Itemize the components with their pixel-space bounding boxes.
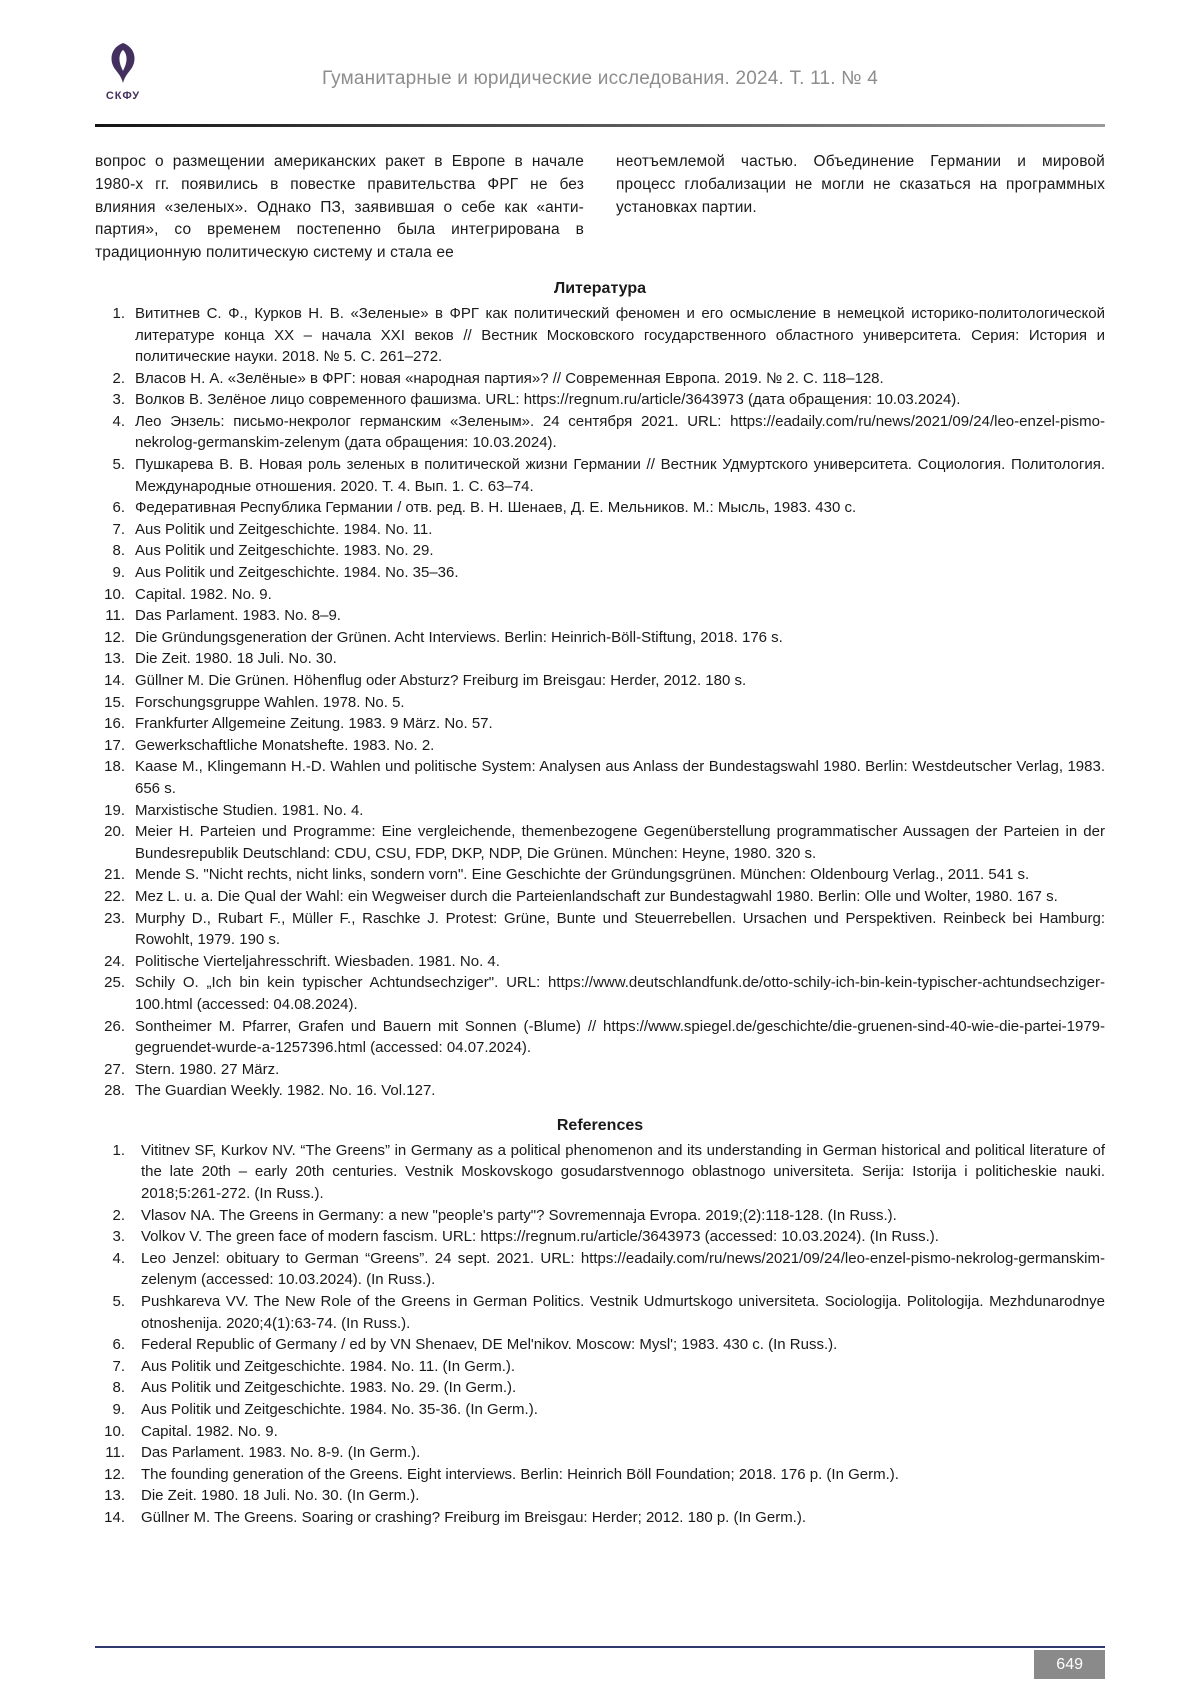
reference-number: 21. — [104, 866, 125, 884]
reference-text: Forschungsgruppe Wahlen. 1978. No. 5. — [135, 693, 405, 711]
reference-text: Вититнев С. Ф., Курков Н. В. «Зеленые» в ФРГ как политический феномен и его осмысление в немецкой историко-политологической литературе конца XX – начала XXI веков // Вестник Московского государственного областного университета. Серия: История и политические науки. 2018. № 5. С. 261–272. — [135, 304, 1105, 366]
university-logo — [97, 42, 149, 102]
reference-number: 11. — [105, 1444, 125, 1462]
reference-text: Die Zeit. 1980. 18 Juli. No. 30. (In Germ.). — [141, 1487, 420, 1505]
reference-item — [95, 692, 1105, 714]
article-body — [95, 151, 1105, 265]
reference-text: Лео Энзель: письмо-некролог германским «Зеленым». 24 сентября 2021. URL: https://eadaily.com/ru/news/2021/09/24/leo-enzel-pismo-nekrolog-germanskim-zelenym (дата обращения: 10.03.2024). — [135, 412, 1105, 452]
reference-text: Marxistische Studien. 1981. No. 4. — [135, 801, 364, 819]
reference-number: 28. — [104, 1082, 125, 1100]
reference-item — [95, 1226, 1105, 1248]
reference-item — [95, 1421, 1105, 1443]
reference-text: Leo Jenzel: obituary to German “Greens”. 24 sept. 2021. URL: https://eadaily.com/ru/news/2021/09/24/leo-enzel-pismo-nekrolog-germanskim-zelenym (accessed: 10.03.2024). (In Russ.). — [141, 1249, 1105, 1289]
reference-text: Capital. 1982. No. 9. — [135, 585, 272, 603]
literatura-heading: Литература — [553, 279, 647, 297]
reference-number: 8. — [112, 542, 125, 560]
reference-number: 11. — [105, 607, 125, 625]
reference-number: 19. — [104, 801, 125, 819]
reference-text: Пушкарева В. В. Новая роль зеленых в политической жизни Германии // Вестник Удмуртского университета. Социология. Политология. Международные отношения. 2020. Т. 4. Вып. 1. С. 63–74. — [135, 456, 1105, 495]
reference-number: 13. — [104, 1487, 125, 1505]
reference-text: Murphy D., Rubart F., Müller F., Raschke J. Protest: Grüne, Bunte und Steuerrebellen. Ursachen und Perspektiven. Reinbeck bei Hamburg: Rowohlt, 1979. 190 s. — [135, 909, 1105, 949]
reference-text: Kaase M., Klingemann H.-D. Wahlen und politische System: Analysen aus Anlass der Bundestagswahl 1980. Berlin: Westdeutscher Verlag, 1983. 656 s. — [135, 758, 1105, 797]
reference-number: 6. — [112, 499, 125, 517]
reference-number: 2. — [112, 369, 125, 387]
reference-number: 24. — [104, 952, 125, 970]
reference-number: 10. — [104, 1422, 125, 1440]
reference-number: 14. — [104, 1508, 125, 1526]
reference-number: 3. — [112, 1228, 125, 1246]
reference-item — [95, 1442, 1105, 1464]
reference-text: Mende S. "Nicht rechts, nicht links, sondern vorn". Eine Geschichte der Gründungsgrünen. München: Oldenbourg Verlag., 2011. 541 s. — [135, 866, 1030, 884]
reference-item — [95, 411, 1105, 454]
reference-item — [95, 368, 1105, 390]
header-divider — [95, 124, 1105, 127]
reference-item — [95, 1248, 1105, 1291]
page-footer — [95, 1646, 1105, 1679]
eagle-emblem-icon — [102, 42, 144, 89]
reference-text: Meier H. Parteien und Programme: Eine vergleichende, themenbezogene Gegenüberstellung programmatischer Aussagen der Parteien in der Bundesrepublik Deutschland: CDU, CSU, FDP, DKP, NDP, Die Grünen. München: Heyne, 1980. 320 s. — [135, 823, 1105, 862]
reference-item — [95, 648, 1105, 670]
reference-item — [95, 1059, 1105, 1081]
reference-item — [95, 1205, 1105, 1227]
reference-number: 7. — [112, 520, 125, 538]
reference-text: Güllner M. Die Grünen. Höhenflug oder Absturz? Freiburg im Breisgau: Herder, 2012. 180 s. — [135, 672, 747, 689]
reference-item — [95, 864, 1105, 886]
reference-item — [95, 627, 1105, 649]
reference-item — [95, 454, 1105, 497]
reference-number: 1. — [112, 1141, 125, 1159]
reference-number: 6. — [112, 1336, 125, 1354]
reference-text: Федеративная Республика Германии / отв. ред. В. Н. Шенаев, Д. Е. Мельников. М.: Мысль, 1983. 430 с. — [135, 499, 857, 517]
reference-text: Волков В. Зелёное лицо современного фашизма. URL: https://regnum.ru/article/3643973 (дата обращения: 10.03.2024). — [135, 391, 961, 409]
reference-number: 26. — [104, 1017, 125, 1035]
reference-item — [95, 886, 1105, 908]
reference-number: 8. — [112, 1379, 125, 1397]
reference-number: 25. — [104, 974, 125, 992]
reference-number: 9. — [112, 1401, 125, 1418]
reference-text: Volkov V. The green face of modern fascism. URL: https://regnum.ru/article/3643973 (accessed: 10.03.2024). (In Russ.). — [141, 1228, 939, 1246]
reference-item — [95, 605, 1105, 627]
page-header — [95, 38, 1105, 116]
reference-item — [95, 972, 1105, 1015]
reference-number: 18. — [104, 758, 125, 776]
reference-number: 27. — [104, 1060, 125, 1078]
reference-text: Federal Republic of Germany / ed by VN Shenaev, DE Mel'nikov. Moscow: Mysl'; 1983. 430 c. (In Russ.). — [141, 1336, 838, 1354]
reference-item — [95, 1080, 1105, 1102]
reference-item — [95, 951, 1105, 973]
reference-number: 23. — [104, 909, 125, 927]
page-number-badge: 649 — [1034, 1650, 1105, 1679]
reference-number: 14. — [104, 672, 125, 689]
reference-number: 5. — [112, 1293, 125, 1311]
reference-text: Das Parlament. 1983. No. 8-9. (In Germ.). — [141, 1444, 421, 1462]
reference-number: 10. — [104, 585, 125, 603]
reference-item — [95, 1377, 1105, 1399]
reference-text: Gewerkschaftliche Monatshefte. 1983. No. 2. — [135, 736, 435, 754]
reference-number: 20. — [104, 823, 125, 841]
reference-item — [95, 1507, 1105, 1529]
references-heading: References — [556, 1116, 644, 1134]
logo-text: СКФУ — [105, 90, 141, 102]
reference-item — [95, 1356, 1105, 1378]
reference-item — [95, 1464, 1105, 1486]
footer-divider — [95, 1646, 1105, 1648]
reference-number: 5. — [112, 456, 125, 474]
reference-text: Güllner M. The Greens. Soaring or crashing? Freiburg im Breisgau: Herder; 2012. 180 p. (In Germ.). — [141, 1508, 807, 1526]
reference-text: Vititnev SF, Kurkov NV. “The Greens” in Germany as a political phenomenon and its understanding in German historical and political literature of the late 20th – early 20th centuries. Vestnik Moskovskogo gosudarstvennogo oblastnogo universiteta. Serija: Istorija i politicheskie nauki. 2018;5:261-272. (In Russ.). — [141, 1141, 1105, 1203]
reference-text: Vlasov NA. The Greens in Germany: a new "people's party"? Sovremennaja Evropa. 2019;(2):118-128. (In Russ.). — [141, 1206, 897, 1224]
reference-item — [95, 1485, 1105, 1507]
reference-number: 16. — [104, 715, 125, 733]
reference-number: 12. — [104, 628, 125, 646]
reference-item — [95, 713, 1105, 735]
body-right-column: неотъемлемой частью. Объединение Германии и мировой процесс глобализации не могли не сказаться на программных установках партии. — [616, 153, 1105, 216]
reference-number: 7. — [112, 1357, 125, 1375]
reference-text: Aus Politik und Zeitgeschichte. 1984. No. 11. (In Germ.). — [141, 1357, 516, 1375]
journal-title: Гуманитарные и юридические исследования. 2024. Т. 11. № 4 — [321, 68, 879, 89]
reference-item — [95, 908, 1105, 951]
reference-text: Sontheimer M. Pfarrer, Grafen und Bauern mit Sonnen (-Blume) // https://www.spiegel.de/geschichte/die-gruenen-sind-40-wie-die-partei-1979-gegruendet-wurde-a-1257396.html (accessed: 04.07.2024). — [135, 1017, 1105, 1057]
reference-number: 3. — [112, 391, 125, 409]
reference-item — [95, 303, 1105, 368]
reference-number: 22. — [104, 887, 125, 905]
reference-text: Das Parlament. 1983. No. 8–9. — [135, 607, 341, 625]
reference-text: The founding generation of the Greens. Eight interviews. Berlin: Heinrich Böll Foundation; 2018. 176 p. (In Germ.). — [141, 1465, 899, 1483]
literatura-list — [95, 303, 1105, 1102]
reference-text: Aus Politik und Zeitgeschichte. 1984. No. 35–36. — [135, 564, 459, 582]
reference-text: Aus Politik und Zeitgeschichte. 1983. No. 29. — [135, 542, 434, 560]
reference-text: Die Gründungsgeneration der Grünen. Acht Interviews. Berlin: Heinrich-Böll-Stiftung, 2018. 176 s. — [135, 628, 783, 646]
reference-text: Capital. 1982. No. 9. — [141, 1422, 278, 1440]
reference-text: Aus Politik und Zeitgeschichte. 1984. No. 11. — [135, 520, 433, 538]
reference-text: Aus Politik und Zeitgeschichte. 1984. No. 35-36. (In Germ.). — [141, 1401, 538, 1418]
reference-item — [95, 756, 1105, 799]
reference-item — [95, 670, 1105, 692]
reference-item — [95, 735, 1105, 757]
reference-number: 12. — [104, 1465, 125, 1483]
reference-text: The Guardian Weekly. 1982. No. 16. Vol.127. — [135, 1082, 436, 1100]
reference-item — [95, 1291, 1105, 1334]
reference-text: Mez L. u. a. Die Qual der Wahl: ein Wegweiser durch die Parteienlandschaft zur Bundestagwahl 1980. Berlin: Olle und Wolter, 1980. 167 s. — [135, 887, 1058, 905]
reference-text: Die Zeit. 1980. 18 Juli. No. 30. — [135, 650, 337, 668]
reference-item — [95, 389, 1105, 411]
reference-number: 9. — [112, 564, 125, 582]
reference-item — [95, 1399, 1105, 1421]
reference-item — [95, 800, 1105, 822]
reference-text: Власов Н. А. «Зелёные» в ФРГ: новая «народная партия»? // Современная Европа. 2019. № 2. С. 118–128. — [135, 369, 884, 387]
reference-number: 17. — [104, 736, 125, 754]
reference-item — [95, 821, 1105, 864]
reference-item — [95, 1016, 1105, 1059]
reference-text: Politische Vierteljahresschrift. Wiesbaden. 1981. No. 4. — [135, 952, 500, 970]
reference-text: Schily O. „Ich bin kein typischer Achtundsechziger". URL: https://www.deutschlandfunk.de/otto-schily-ich-bin-kein-typischer-achtundsechziger-100.html (accessed: 04.08.2024). — [135, 974, 1105, 1013]
references-list — [95, 1140, 1105, 1529]
reference-text: Aus Politik und Zeitgeschichte. 1983. No. 29. (In Germ.). — [141, 1379, 517, 1397]
reference-number: 13. — [104, 650, 125, 668]
reference-item — [95, 497, 1105, 519]
reference-item — [95, 1334, 1105, 1356]
reference-item — [95, 1140, 1105, 1205]
reference-number: 15. — [104, 693, 125, 711]
body-left-column: вопрос о размещении американских ракет в Европе в начале 1980-х гг. появились в повестке правительства ФРГ не без влияния «зеленых». Однако ПЗ, заявившая о себе как «анти-партия», со временем постепенно была интегрирована в традиционную политическую систему и стала ее — [95, 153, 584, 262]
reference-item — [95, 562, 1105, 584]
reference-item — [95, 584, 1105, 606]
reference-number: 4. — [112, 1249, 125, 1267]
reference-item — [95, 519, 1105, 541]
reference-text: Frankfurter Allgemeine Zeitung. 1983. 9 März. No. 57. — [135, 715, 493, 733]
reference-number: 1. — [112, 304, 125, 322]
reference-number: 4. — [112, 412, 125, 430]
reference-number: 2. — [112, 1206, 125, 1224]
reference-text: Pushkareva VV. The New Role of the Greens in German Politics. Vestnik Udmurtskogo universiteta. Sociologija. Politologija. Mezhdunarodnye otnoshenija. 2020;4(1):63-74. (In Russ.). — [141, 1293, 1105, 1332]
reference-item — [95, 540, 1105, 562]
reference-text: Stern. 1980. 27 März. — [135, 1060, 280, 1078]
